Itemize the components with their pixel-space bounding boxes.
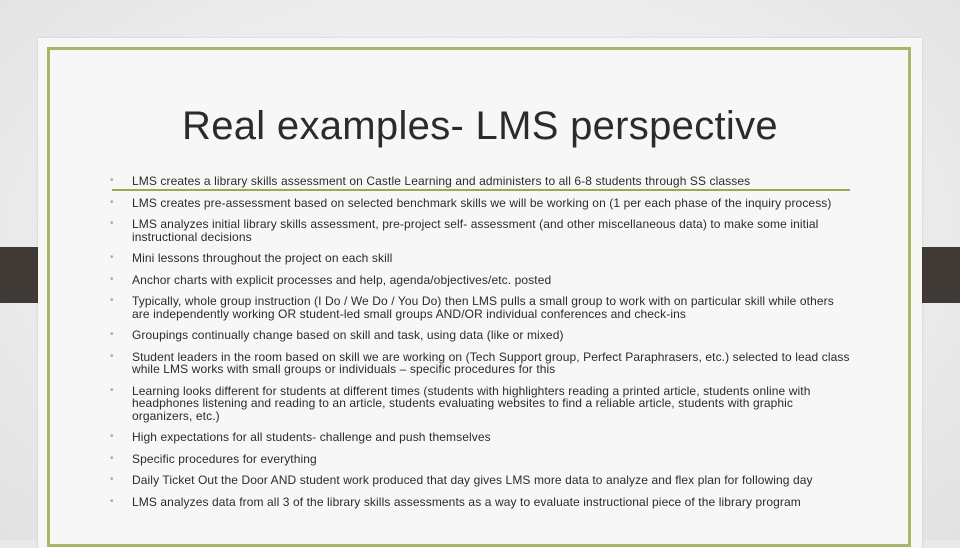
bullet-dot-icon: • bbox=[110, 431, 114, 442]
bullet-text: Daily Ticket Out the Door AND student work produced that day gives LMS more data to analyze and flex plan for following day bbox=[132, 473, 813, 487]
bullet-dot-icon: • bbox=[110, 196, 114, 208]
bullet-item bbox=[106, 385, 851, 423]
bullet-dot-icon: • bbox=[110, 329, 114, 340]
bullet-text: Anchor charts with explicit processes and help, agenda/objectives/etc. posted bbox=[132, 272, 552, 287]
bullet-text: Groupings continually change based on skill and task, using data (like or mixed) bbox=[132, 328, 564, 342]
bullet-item bbox=[106, 197, 851, 210]
bullet-item bbox=[106, 329, 851, 342]
bullet-dot-icon: • bbox=[110, 252, 114, 263]
bullet-dot-icon: • bbox=[110, 175, 114, 186]
bullet-text: Learning looks different for students at different times (students with highlighters reading a printed article, students online with headphones listening and reading to an article, students evaluating websites to find a reliable article, students with graphic organizers, etc.) bbox=[132, 383, 811, 423]
bullet-text: LMS creates pre-assessment based on selected benchmark skills we will be working on (1 per each phase of the inquiry process) bbox=[132, 195, 832, 210]
bullet-dot-icon: • bbox=[110, 295, 114, 306]
bullet-item bbox=[106, 274, 851, 287]
bullet-text: Mini lessons throughout the project on each skill bbox=[132, 251, 393, 265]
bullet-item bbox=[106, 496, 851, 509]
bullet-item bbox=[106, 175, 851, 188]
bullet-item bbox=[106, 252, 851, 265]
bullet-dot-icon: • bbox=[110, 452, 114, 464]
bullet-dot-icon: • bbox=[110, 384, 114, 396]
bullet-dot-icon: • bbox=[110, 474, 114, 485]
bullet-text: LMS analyzes initial library skills assessment, pre-project self- assessment (and other miscellaneous data) to make some initial instructional decisions bbox=[132, 217, 819, 244]
bullet-text: Student leaders in the room based on skill we are working on (Tech Support group, Perfect Paraphrasers, etc.) selected to lead class while LMS works with small groups or individuals – specific procedures for this bbox=[132, 349, 850, 376]
bullet-text: Specific procedures for everything bbox=[132, 451, 317, 466]
bullet-list bbox=[106, 175, 851, 508]
bullet-dot-icon: • bbox=[110, 495, 114, 507]
bullet-dot-icon: • bbox=[110, 218, 114, 229]
bullet-item bbox=[106, 474, 851, 487]
bullet-item bbox=[106, 453, 851, 466]
bullet-text: LMS creates a library skills assessment on Castle Learning and administers to all 6-8 students through SS classes bbox=[132, 174, 751, 188]
bullet-text: High expectations for all students- challenge and push themselves bbox=[132, 430, 491, 444]
bullet-text: LMS analyzes data from all 3 of the library skills assessments as a way to evaluate instructional piece of the library program bbox=[132, 494, 801, 509]
bullet-text: Typically, whole group instruction (I Do / We Do / You Do) then LMS pulls a small group to work with on particular skill while others are independently working OR student-led small groups AND/OR individual conferences and check-ins bbox=[132, 294, 834, 321]
bullet-item bbox=[106, 351, 851, 376]
bullet-item bbox=[106, 295, 851, 320]
slide-title: Real examples- LMS perspective bbox=[182, 104, 778, 148]
bullet-dot-icon: • bbox=[110, 273, 114, 285]
bullet-dot-icon: • bbox=[110, 350, 114, 362]
bullet-item bbox=[106, 218, 851, 243]
bullet-item bbox=[106, 431, 851, 444]
